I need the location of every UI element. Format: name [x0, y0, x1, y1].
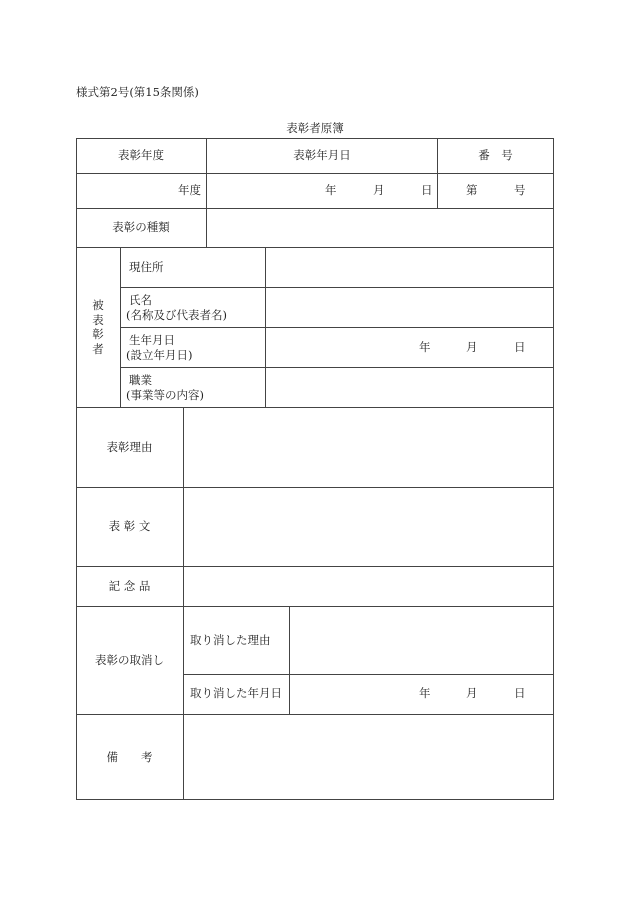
remarks-label: 備 考 — [106, 750, 153, 764]
birth-month: 月 — [466, 340, 478, 354]
award-date-month: 月 — [373, 183, 385, 197]
award-year-header: 表彰年度 — [118, 148, 164, 162]
address-label: 現住所 — [129, 260, 164, 274]
award-date-day: 日 — [421, 183, 433, 197]
page-title: 表彰者原簿 — [286, 121, 344, 135]
award-type-label: 表彰の種類 — [112, 220, 170, 234]
name-label: 氏名 — [129, 293, 152, 307]
award-date-year: 年 — [325, 183, 337, 197]
occupation-label: 職業 — [129, 373, 152, 387]
cancel-date-month: 月 — [466, 686, 478, 700]
number-prefix: 第 — [466, 183, 478, 197]
souvenir-label: 記 念 品 — [108, 579, 151, 593]
birth-year: 年 — [419, 340, 431, 354]
birth-day: 日 — [514, 340, 526, 354]
number-header: 番 号 — [478, 148, 513, 162]
recipient-group-label: 被表彰者 — [92, 298, 104, 356]
cancellation-label: 表彰の取消し — [95, 653, 164, 667]
award-reason-label: 表彰理由 — [106, 440, 153, 454]
occupation-sublabel: (事業等の内容) — [126, 388, 204, 402]
form-number: 様式第2号(第15条関係) — [76, 85, 199, 99]
register-table — [76, 138, 554, 800]
number-suffix: 号 — [514, 183, 526, 197]
cancel-date-year: 年 — [419, 686, 431, 700]
birth-sublabel: (設立年月日) — [126, 348, 193, 362]
cancel-date-day: 日 — [514, 686, 526, 700]
name-sublabel: (名称及び代表者名) — [126, 308, 227, 322]
award-date-header: 表彰年月日 — [293, 148, 351, 162]
birth-label: 生年月日 — [129, 333, 175, 347]
award-year-suffix: 年度 — [178, 183, 201, 197]
award-text-label: 表 彰 文 — [108, 519, 151, 533]
cancel-reason-label: 取り消した理由 — [190, 633, 271, 647]
cancel-date-label: 取り消した年月日 — [190, 686, 282, 700]
